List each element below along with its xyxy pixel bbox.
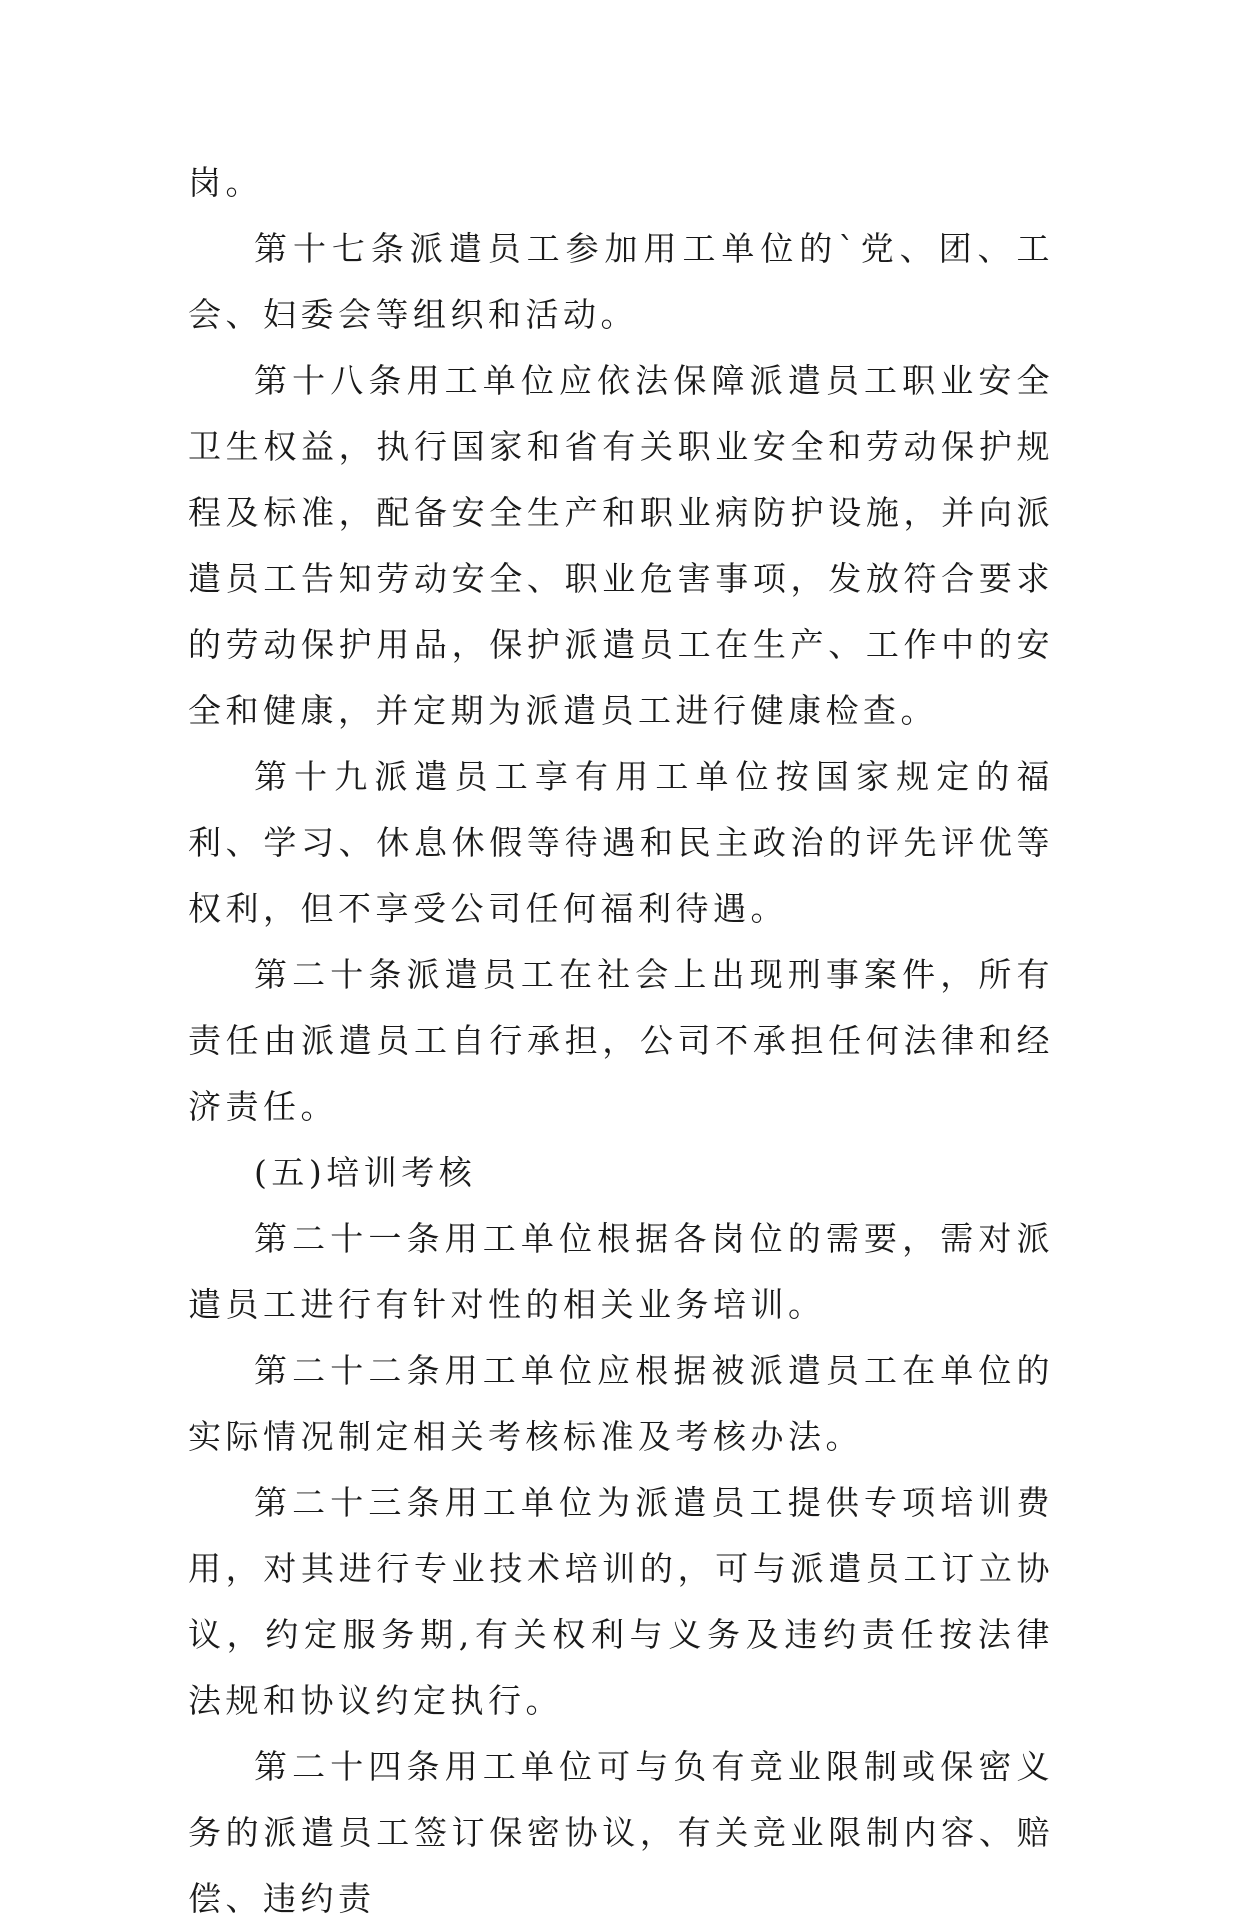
paragraph-article-21: 第二十一条用工单位根据各岗位的需要，需对派遣员工进行有针对性的相关业务培训。 — [188, 1219, 1054, 1324]
paragraph-article-23: 第二十三条用工单位为派遣员工提供专项培训费用，对其进行专业技术培训的，可与派遣员工订立协议，约定服务期,有关权利与义务及违约责任按法律法规和协议约定执行。 — [188, 1483, 1054, 1720]
paragraph-article-19: 第十九派遣员工享有用工单位按国家规定的福利、学习、休息休假等待遇和民主政治的评先评优等权利，但不享受公司任何福利待遇。 — [188, 757, 1054, 928]
document-body — [188, 150, 1054, 1932]
paragraph-article-24: 第二十四条用工单位可与负有竞业限制或保密义务的派遣员工签订保密协议，有关竞业限制内容、赔偿、违约责 — [188, 1747, 1054, 1918]
section-heading-training: (五)培训考核 — [254, 1153, 477, 1192]
paragraph-article-20: 第二十条派遣员工在社会上出现刑事案件，所有责任由派遣员工自行承担，公司不承担任何法律和经济责任。 — [188, 955, 1054, 1126]
paragraph-article-18: 第十八条用工单位应依法保障派遣员工职业安全卫生权益，执行国家和省有关职业安全和劳动保护规程及标准，配备安全生产和职业病防护设施，并向派遣员工告知劳动安全、职业危害事项，发放符合要求的劳动保护用品，保护派遣员工在生产、工作中的安全和健康，并定期为派遣员工进行健康检查。 — [188, 361, 1054, 730]
paragraph-article-22: 第二十二条用工单位应根据被派遣员工在单位的实际情况制定相关考核标准及考核办法。 — [188, 1351, 1054, 1456]
paragraph-article-17: 第十七条派遣员工参加用工单位的`党、团、工会、妇委会等组织和活动。 — [188, 229, 1054, 334]
paragraph-continuation: 岗。 — [188, 163, 263, 202]
